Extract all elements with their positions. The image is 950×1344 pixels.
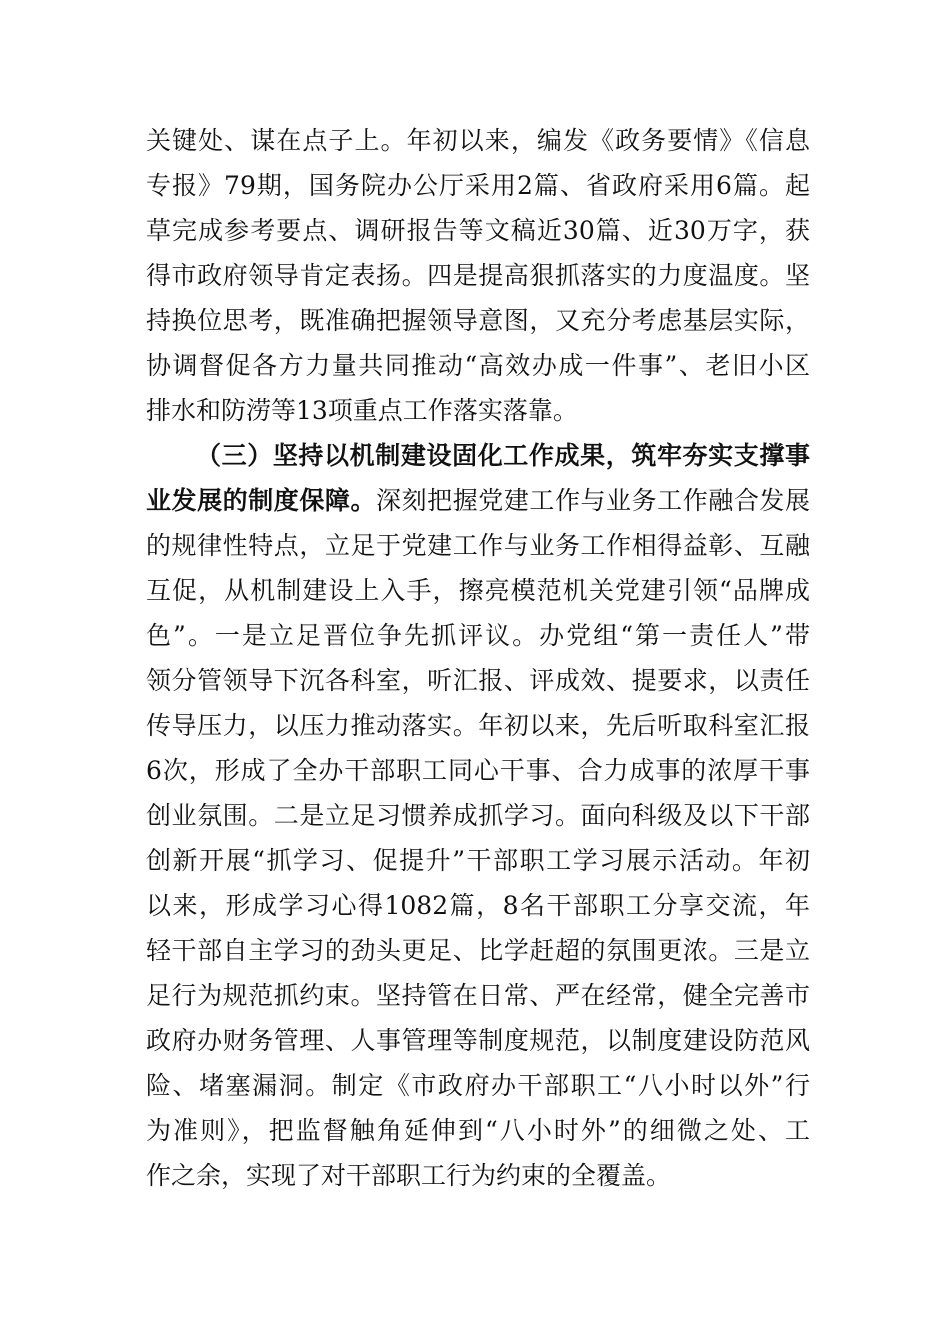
text-line: 专报》79期，国务院办公厅采用2篇、省政府采用6篇。起: [146, 171, 810, 200]
text-line: 足行为规范抓约束。坚持管在日常、严在经常，健全完善市: [146, 981, 810, 1010]
text-line: 关键处、谋在点子上。年初以来，编发《政务要情》《信息: [146, 126, 810, 155]
section-3-paragraph: [146, 433, 810, 1198]
text-line: 为准则》，把监督触角延伸到“八小时外”的细微之处、工: [146, 1116, 810, 1145]
text-line: 色”。一是立足晋位争先抓评议。办党组“第一责任人”带: [146, 621, 810, 650]
text-line: 创业氛围。二是立足习惯养成抓学习。面向科级及以下干部: [146, 801, 810, 830]
text-line: 以来，形成学习心得1082篇，8名干部职工分享交流，年: [146, 891, 810, 920]
section-heading: （三）坚持以机制建设固化工作成果，筑牢夯实支撑事: [196, 441, 810, 470]
text-line: 创新开展“抓学习、促提升”干部职工学习展示活动。年初: [146, 846, 810, 875]
text-line: 传导压力，以压力推动落实。年初以来，先后听取科室汇报: [146, 711, 810, 740]
text-line: 草完成参考要点、调研报告等文稿近30篇、近30万字，获: [146, 216, 810, 245]
text-segment: 深刻把握党建工作与业务工作融合发展: [376, 486, 810, 515]
text-line: 持换位思考，既准确把握领导意图，又充分考虑基层实际，: [146, 306, 810, 335]
text-line: 的规律性特点，立足于党建工作与业务工作相得益彰、互融: [146, 531, 810, 560]
text-line: 轻干部自主学习的劲头更足、比学赶超的氛围更浓。三是立: [146, 936, 810, 965]
text-line: 得市政府领导肯定表扬。四是提高狠抓落实的力度温度。坚: [146, 261, 810, 290]
paragraph-continued: [146, 118, 810, 433]
text-line: 险、堵塞漏洞。制定《市政府办干部职工“八小时以外”行: [146, 1071, 810, 1100]
text-line: [146, 478, 810, 523]
text-line: 协调督促各方力量共同推动“高效办成一件事”、老旧小区: [146, 351, 810, 380]
text-line: 6次，形成了全办干部职工同心干事、合力成事的浓厚干事: [146, 756, 810, 785]
text-line: 作之余，实现了对干部职工行为约束的全覆盖。: [146, 1161, 672, 1190]
text-line: 领分管领导下沉各科室，听汇报、评成效、提要求，以责任: [146, 666, 810, 695]
section-heading-end: 业发展的制度保障。: [146, 486, 377, 515]
text-line: 政府办财务管理、人事管理等制度规范，以制度建设防范风: [146, 1026, 810, 1055]
text-line: 互促，从机制建设上入手，擦亮模范机关党建引领“品牌成: [146, 576, 810, 605]
text-line: 排水和防涝等13项重点工作落实落靠。: [146, 396, 578, 425]
